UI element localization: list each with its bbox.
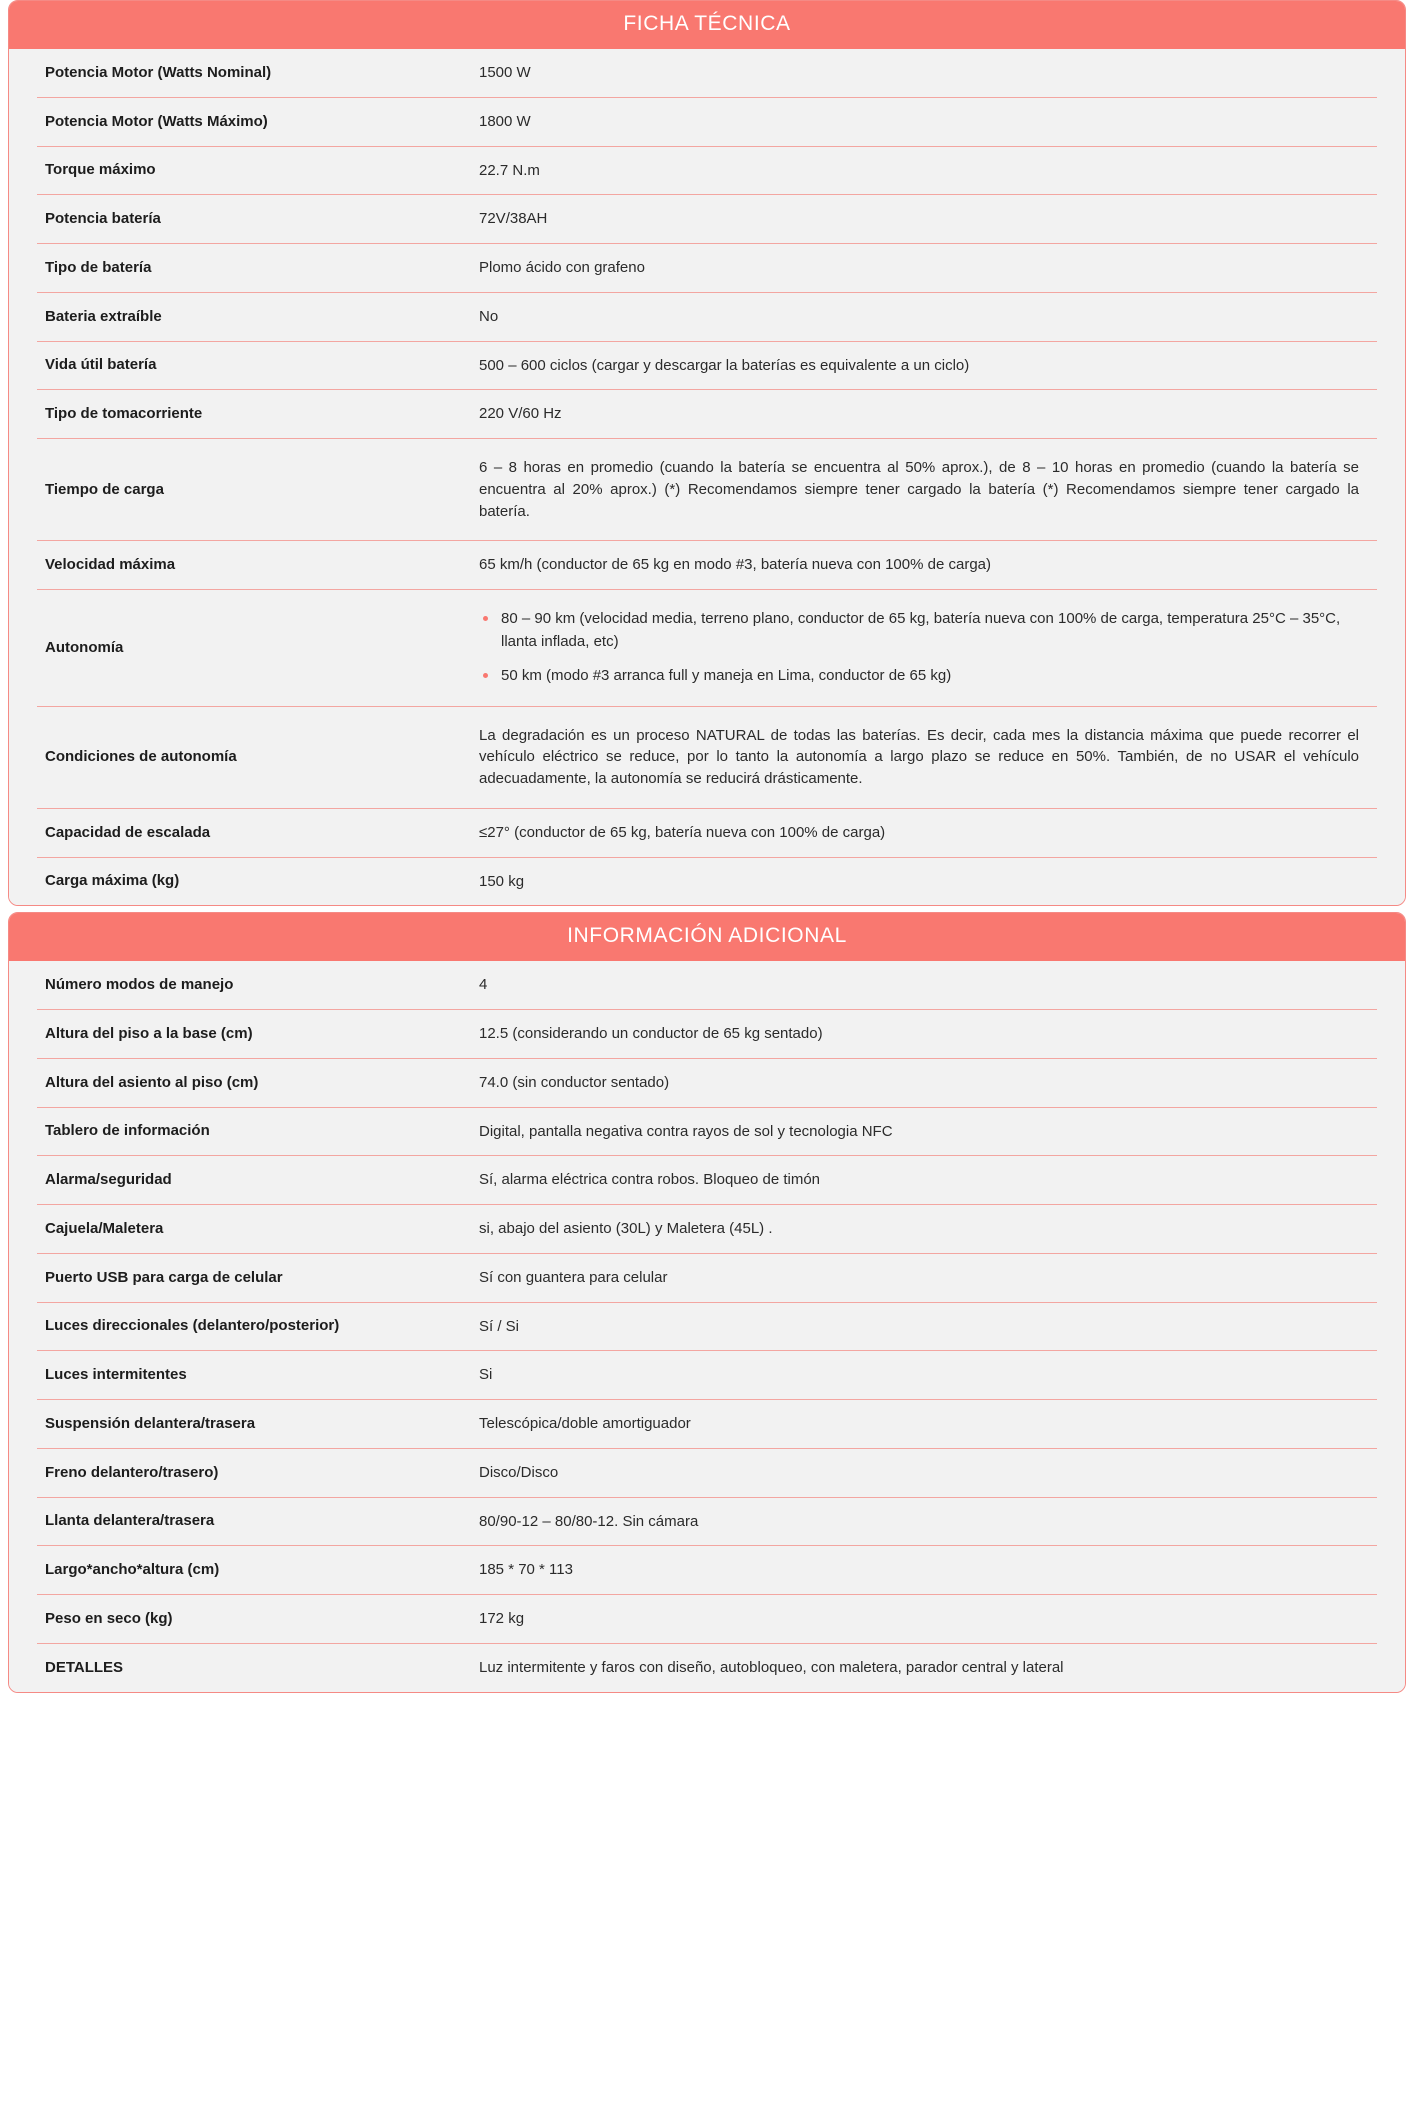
spec-value [457, 1303, 1377, 1351]
table-row [37, 1351, 1377, 1400]
spec-value-text: 22.7 N.m [479, 161, 540, 179]
spec-value [457, 1205, 1377, 1253]
spec-value-text: La degradación es un proceso NATURAL de todas las baterías. Es decir, cada mes la distancia máxima que puede recorrer el vehículo eléctrico se reduce, por lo tanto la autonomía a largo plazo se reduce en 50%. También, de no USAR el vehículo adecuadamente, la autonomía se reducirá drásticamente. [479, 726, 1359, 787]
spec-label: Tiempo de carga [45, 480, 164, 498]
spec-value [457, 1400, 1377, 1448]
spec-label: Tipo de batería [45, 258, 152, 276]
spec-bullet-list [479, 608, 1359, 688]
spec-value [457, 1108, 1377, 1156]
spec-label: Luces intermitentes [45, 1366, 187, 1383]
table-row [37, 809, 1377, 858]
spec-value-text: Telescópica/doble amortiguador [479, 1415, 691, 1432]
table-row [37, 1156, 1377, 1205]
spec-label: Potencia Motor (Watts Nominal) [45, 63, 272, 81]
spec-value [457, 1351, 1377, 1399]
spec-value-text: 220 V/60 Hz [479, 405, 562, 423]
spec-label: Luces direccionales (delantero/posterior) [45, 1317, 340, 1335]
spec-label: Vida útil batería [45, 356, 157, 374]
spec-value [457, 707, 1377, 808]
spec-label: Suspensión delantera/trasera [45, 1414, 256, 1432]
spec-value [457, 390, 1377, 438]
spec-value [457, 1254, 1377, 1302]
spec-value [457, 590, 1377, 706]
spec-label: Largo*ancho*altura (cm) [45, 1561, 220, 1578]
spec-value [457, 49, 1377, 97]
table-row [37, 390, 1377, 439]
spec-table [9, 49, 1405, 905]
spec-label: Tablero de información [45, 1122, 210, 1140]
table-row [37, 1059, 1377, 1108]
spec-label: Velocidad máxima [45, 556, 176, 573]
table-row [37, 590, 1377, 707]
table-row [37, 293, 1377, 342]
table-row [37, 195, 1377, 244]
spec-label: Potencia batería [45, 210, 161, 227]
spec-label: Peso en seco (kg) [45, 1609, 173, 1627]
spec-value [457, 1449, 1377, 1497]
spec-value-text: ≤27° (conductor de 65 kg, batería nueva con 100% de carga) [479, 823, 886, 841]
table-row [37, 439, 1377, 541]
spec-value-text: Sí con guantera para celular [479, 1268, 668, 1286]
spec-value [457, 858, 1377, 906]
spec-value-text: 65 km/h (conductor de 65 kg en modo #3, batería nueva con 100% de carga) [479, 556, 991, 574]
table-row [37, 961, 1377, 1010]
spec-value [457, 1546, 1377, 1594]
table-row [37, 244, 1377, 293]
table-row [37, 342, 1377, 391]
table-row [37, 98, 1377, 147]
spec-value-text: si, abajo del asiento (30L) y Maletera (45L) . [479, 1220, 773, 1237]
spec-label: Número modos de manejo [45, 976, 234, 993]
spec-card [8, 912, 1406, 1692]
spec-value-text: 74.0 (sin conductor sentado) [479, 1073, 670, 1091]
table-row [37, 1498, 1377, 1547]
table-row [37, 1303, 1377, 1352]
spec-card [8, 0, 1406, 906]
spec-value-text: Disco/Disco [479, 1463, 559, 1481]
spec-value-text: 80/90-12 – 80/80-12. Sin cámara [479, 1512, 699, 1530]
spec-value-text: No [479, 307, 499, 325]
spec-label: Autonomía [45, 638, 124, 656]
spec-label: Condiciones de autonomía [45, 748, 237, 765]
spec-value [457, 809, 1377, 857]
spec-value-text: Luz intermitente y faros con diseño, autobloqueo, con maletera, parador central y lateral [479, 1658, 1064, 1676]
spec-label: Alarma/seguridad [45, 1171, 172, 1188]
spec-label: Altura del piso a la base (cm) [45, 1024, 253, 1042]
spec-label: Altura del asiento al piso (cm) [45, 1073, 259, 1091]
spec-value [457, 195, 1377, 243]
spec-label: Bateria extraíble [45, 307, 162, 325]
spec-value-text: Sí, alarma eléctrica contra robos. Bloqueo de timón [479, 1171, 821, 1189]
spec-value-text: Sí / Si [479, 1317, 520, 1335]
spec-label: Capacidad de escalada [45, 823, 211, 841]
spec-value [457, 1010, 1377, 1058]
list-item: 80 – 90 km (velocidad media, terreno plano, conductor de 65 kg, batería nueva con 100% de carga, temperatura 25°C – 35°C, llanta inflada, etc) [479, 608, 1359, 653]
spec-value-text: Si [479, 1366, 493, 1384]
spec-label: Potencia Motor (Watts Máximo) [45, 112, 268, 130]
spec-value [457, 98, 1377, 146]
spec-value-text: 150 kg [479, 872, 525, 890]
spec-value [457, 1059, 1377, 1107]
spec-value-text: 4 [479, 976, 488, 994]
spec-value [457, 1595, 1377, 1643]
table-row [37, 49, 1377, 98]
spec-value [457, 1644, 1377, 1692]
spec-label: Cajuela/Maletera [45, 1219, 164, 1237]
section-title: FICHA TÉCNICA [9, 1, 1405, 49]
table-row [37, 147, 1377, 196]
spec-label: Llanta delantera/trasera [45, 1512, 215, 1530]
spec-label: Puerto USB para carga de celular [45, 1268, 283, 1286]
table-row [37, 1644, 1377, 1692]
spec-value [457, 541, 1377, 589]
spec-label: Tipo de tomacorriente [45, 405, 203, 422]
table-row [37, 707, 1377, 809]
table-row [37, 1546, 1377, 1595]
spec-value [457, 961, 1377, 1009]
spec-value-text: 185 * 70 * 113 [479, 1561, 573, 1579]
table-row [37, 1108, 1377, 1157]
spec-value-text: 500 – 600 ciclos (cargar y descargar la baterías es equivalente a un ciclo) [479, 356, 970, 374]
spec-value [457, 1498, 1377, 1546]
spec-value [457, 1156, 1377, 1204]
spec-value-text: 6 – 8 horas en promedio (cuando la batería se encuentra al 50% aprox.), de 8 – 10 horas en promedio (cuando la batería se encuentra al 20% aprox.) (*) Recomendamos siempre tener cargado la batería (*) Recomendamos siempre tener cargado la batería. [479, 459, 1359, 520]
section-title: INFORMACIÓN ADICIONAL [9, 913, 1405, 961]
table-row [37, 1205, 1377, 1254]
spec-value [457, 147, 1377, 195]
spec-value-text: 172 kg [479, 1610, 525, 1627]
spec-value-text: Plomo ácido con grafeno [479, 259, 645, 276]
spec-label: Carga máxima (kg) [45, 872, 180, 890]
spec-value-text: Digital, pantalla negativa contra rayos de sol y tecnologia NFC [479, 1122, 893, 1140]
table-row [37, 1254, 1377, 1303]
table-row [37, 1449, 1377, 1498]
spec-value [457, 439, 1377, 540]
spec-label: DETALLES [45, 1658, 124, 1676]
table-row [37, 1400, 1377, 1449]
spec-value-text: 1500 W [479, 64, 531, 81]
spec-value-text: 72V/38AH [479, 210, 548, 228]
table-row [37, 858, 1377, 906]
table-row [37, 1595, 1377, 1644]
spec-label: Freno delantero/trasero) [45, 1463, 219, 1481]
spec-value [457, 244, 1377, 292]
spec-value-text: 1800 W [479, 112, 531, 130]
spec-label: Torque máximo [45, 161, 156, 179]
page-bottom-whitespace [0, 1699, 1414, 2119]
spec-value [457, 342, 1377, 390]
spec-value-text: 12.5 (considerando un conductor de 65 kg sentado) [479, 1025, 823, 1042]
table-row [37, 541, 1377, 590]
spec-table [9, 961, 1405, 1691]
spec-value [457, 293, 1377, 341]
table-row [37, 1010, 1377, 1059]
list-item: 50 km (modo #3 arranca full y maneja en Lima, conductor de 65 kg) [479, 665, 1359, 688]
